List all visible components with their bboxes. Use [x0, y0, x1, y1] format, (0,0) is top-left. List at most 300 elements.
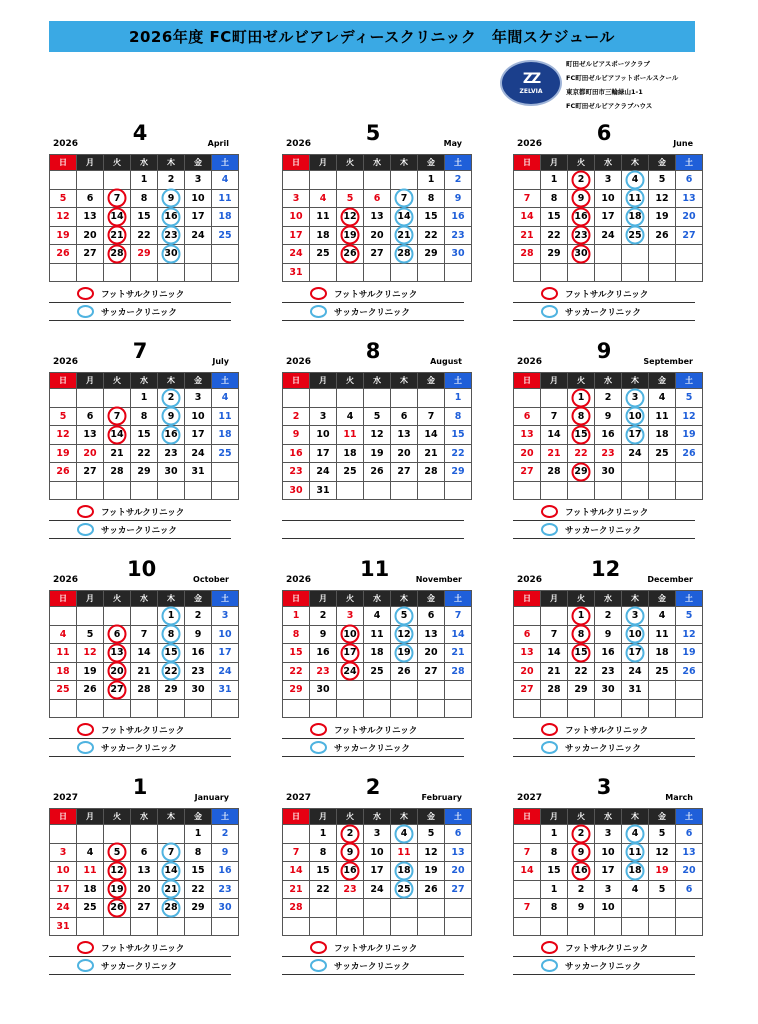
day-cell[interactable]: [445, 607, 472, 626]
day-cell[interactable]: [337, 463, 364, 482]
day-cell[interactable]: [212, 226, 239, 245]
day-cell[interactable]: [649, 226, 676, 245]
day-cell[interactable]: [541, 899, 568, 918]
day-cell[interactable]: [364, 880, 391, 899]
day-cell[interactable]: [50, 862, 77, 881]
day-cell[interactable]: [445, 862, 472, 881]
day-cell[interactable]: [158, 843, 185, 862]
day-cell[interactable]: [364, 862, 391, 881]
day-cell[interactable]: [310, 607, 337, 626]
day-cell[interactable]: [445, 389, 472, 408]
day-cell[interactable]: [676, 880, 703, 899]
day-cell[interactable]: [212, 880, 239, 899]
day-cell[interactable]: [622, 681, 649, 700]
day-cell[interactable]: [418, 644, 445, 663]
day-cell[interactable]: [77, 644, 104, 663]
day-cell[interactable]: [364, 426, 391, 445]
day-cell[interactable]: [595, 825, 622, 844]
day-cell[interactable]: [541, 226, 568, 245]
day-cell[interactable]: [568, 226, 595, 245]
day-cell[interactable]: [158, 899, 185, 918]
day-cell[interactable]: [283, 226, 310, 245]
day-cell[interactable]: [418, 171, 445, 190]
day-cell[interactable]: [568, 662, 595, 681]
day-cell[interactable]: [310, 625, 337, 644]
day-cell[interactable]: [131, 389, 158, 408]
day-cell[interactable]: [104, 899, 131, 918]
day-cell[interactable]: [212, 843, 239, 862]
day-cell[interactable]: [418, 843, 445, 862]
day-cell[interactable]: [622, 825, 649, 844]
day-cell[interactable]: [541, 644, 568, 663]
day-cell[interactable]: [514, 662, 541, 681]
day-cell[interactable]: [50, 681, 77, 700]
day-cell[interactable]: [185, 681, 212, 700]
day-cell[interactable]: [77, 444, 104, 463]
day-cell[interactable]: [50, 662, 77, 681]
day-cell[interactable]: [364, 226, 391, 245]
day-cell[interactable]: [104, 880, 131, 899]
day-cell[interactable]: [50, 189, 77, 208]
day-cell[interactable]: [514, 208, 541, 227]
day-cell[interactable]: [131, 625, 158, 644]
day-cell[interactable]: [310, 245, 337, 264]
day-cell[interactable]: [283, 625, 310, 644]
day-cell[interactable]: [418, 880, 445, 899]
day-cell[interactable]: [568, 825, 595, 844]
day-cell[interactable]: [676, 407, 703, 426]
day-cell[interactable]: [77, 843, 104, 862]
day-cell[interactable]: [104, 463, 131, 482]
day-cell[interactable]: [445, 463, 472, 482]
day-cell[interactable]: [337, 444, 364, 463]
day-cell[interactable]: [514, 245, 541, 264]
day-cell[interactable]: [676, 389, 703, 408]
day-cell[interactable]: [595, 189, 622, 208]
day-cell[interactable]: [445, 625, 472, 644]
day-cell[interactable]: [185, 899, 212, 918]
day-cell[interactable]: [337, 607, 364, 626]
day-cell[interactable]: [310, 226, 337, 245]
day-cell[interactable]: [77, 899, 104, 918]
day-cell[interactable]: [212, 662, 239, 681]
day-cell[interactable]: [649, 389, 676, 408]
day-cell[interactable]: [310, 208, 337, 227]
day-cell[interactable]: [391, 226, 418, 245]
day-cell[interactable]: [514, 226, 541, 245]
day-cell[interactable]: [391, 463, 418, 482]
day-cell[interactable]: [541, 662, 568, 681]
day-cell[interactable]: [77, 880, 104, 899]
day-cell[interactable]: [541, 245, 568, 264]
day-cell[interactable]: [50, 899, 77, 918]
day-cell[interactable]: [391, 189, 418, 208]
day-cell[interactable]: [676, 662, 703, 681]
day-cell[interactable]: [568, 843, 595, 862]
day-cell[interactable]: [185, 407, 212, 426]
day-cell[interactable]: [185, 426, 212, 445]
day-cell[interactable]: [514, 681, 541, 700]
day-cell[interactable]: [283, 662, 310, 681]
day-cell[interactable]: [364, 644, 391, 663]
day-cell[interactable]: [337, 825, 364, 844]
day-cell[interactable]: [418, 189, 445, 208]
day-cell[interactable]: [131, 463, 158, 482]
day-cell[interactable]: [595, 389, 622, 408]
day-cell[interactable]: [104, 662, 131, 681]
day-cell[interactable]: [310, 644, 337, 663]
day-cell[interactable]: [364, 444, 391, 463]
day-cell[interactable]: [391, 880, 418, 899]
day-cell[interactable]: [595, 880, 622, 899]
day-cell[interactable]: [131, 880, 158, 899]
day-cell[interactable]: [649, 208, 676, 227]
day-cell[interactable]: [568, 208, 595, 227]
day-cell[interactable]: [77, 426, 104, 445]
day-cell[interactable]: [445, 825, 472, 844]
day-cell[interactable]: [283, 407, 310, 426]
day-cell[interactable]: [158, 444, 185, 463]
day-cell[interactable]: [622, 625, 649, 644]
day-cell[interactable]: [185, 463, 212, 482]
day-cell[interactable]: [310, 862, 337, 881]
day-cell[interactable]: [622, 880, 649, 899]
day-cell[interactable]: [568, 463, 595, 482]
day-cell[interactable]: [158, 625, 185, 644]
day-cell[interactable]: [418, 444, 445, 463]
day-cell[interactable]: [649, 407, 676, 426]
day-cell[interactable]: [445, 407, 472, 426]
day-cell[interactable]: [622, 226, 649, 245]
day-cell[interactable]: [649, 825, 676, 844]
day-cell[interactable]: [283, 208, 310, 227]
day-cell[interactable]: [50, 625, 77, 644]
day-cell[interactable]: [445, 444, 472, 463]
day-cell[interactable]: [568, 899, 595, 918]
day-cell[interactable]: [50, 843, 77, 862]
day-cell[interactable]: [158, 644, 185, 663]
day-cell[interactable]: [622, 662, 649, 681]
day-cell[interactable]: [77, 407, 104, 426]
day-cell[interactable]: [595, 463, 622, 482]
day-cell[interactable]: [418, 825, 445, 844]
day-cell[interactable]: [595, 426, 622, 445]
day-cell[interactable]: [158, 389, 185, 408]
day-cell[interactable]: [622, 862, 649, 881]
day-cell[interactable]: [541, 862, 568, 881]
day-cell[interactable]: [418, 607, 445, 626]
day-cell[interactable]: [568, 607, 595, 626]
day-cell[interactable]: [418, 625, 445, 644]
day-cell[interactable]: [649, 607, 676, 626]
day-cell[interactable]: [77, 681, 104, 700]
day-cell[interactable]: [676, 625, 703, 644]
day-cell[interactable]: [104, 625, 131, 644]
day-cell[interactable]: [445, 843, 472, 862]
day-cell[interactable]: [158, 426, 185, 445]
day-cell[interactable]: [514, 862, 541, 881]
day-cell[interactable]: [283, 607, 310, 626]
day-cell[interactable]: [418, 226, 445, 245]
day-cell[interactable]: [595, 843, 622, 862]
day-cell[interactable]: [649, 444, 676, 463]
day-cell[interactable]: [676, 426, 703, 445]
day-cell[interactable]: [337, 862, 364, 881]
day-cell[interactable]: [568, 625, 595, 644]
day-cell[interactable]: [514, 407, 541, 426]
day-cell[interactable]: [418, 463, 445, 482]
day-cell[interactable]: [104, 862, 131, 881]
day-cell[interactable]: [77, 862, 104, 881]
day-cell[interactable]: [418, 662, 445, 681]
day-cell[interactable]: [283, 644, 310, 663]
day-cell[interactable]: [418, 862, 445, 881]
day-cell[interactable]: [337, 407, 364, 426]
day-cell[interactable]: [445, 171, 472, 190]
day-cell[interactable]: [185, 607, 212, 626]
day-cell[interactable]: [568, 389, 595, 408]
day-cell[interactable]: [541, 444, 568, 463]
day-cell[interactable]: [541, 825, 568, 844]
day-cell[interactable]: [185, 862, 212, 881]
day-cell[interactable]: [676, 189, 703, 208]
day-cell[interactable]: [445, 644, 472, 663]
day-cell[interactable]: [514, 843, 541, 862]
day-cell[interactable]: [676, 171, 703, 190]
day-cell[interactable]: [131, 681, 158, 700]
day-cell[interactable]: [676, 208, 703, 227]
day-cell[interactable]: [131, 245, 158, 264]
day-cell[interactable]: [622, 843, 649, 862]
day-cell[interactable]: [391, 843, 418, 862]
day-cell[interactable]: [364, 407, 391, 426]
day-cell[interactable]: [418, 407, 445, 426]
day-cell[interactable]: [595, 899, 622, 918]
day-cell[interactable]: [514, 625, 541, 644]
day-cell[interactable]: [364, 607, 391, 626]
day-cell[interactable]: [212, 607, 239, 626]
day-cell[interactable]: [212, 625, 239, 644]
day-cell[interactable]: [310, 426, 337, 445]
day-cell[interactable]: [131, 426, 158, 445]
day-cell[interactable]: [212, 407, 239, 426]
day-cell[interactable]: [104, 681, 131, 700]
day-cell[interactable]: [158, 245, 185, 264]
day-cell[interactable]: [676, 607, 703, 626]
day-cell[interactable]: [445, 226, 472, 245]
day-cell[interactable]: [418, 208, 445, 227]
day-cell[interactable]: [595, 171, 622, 190]
day-cell[interactable]: [283, 444, 310, 463]
day-cell[interactable]: [185, 189, 212, 208]
day-cell[interactable]: [622, 407, 649, 426]
day-cell[interactable]: [568, 245, 595, 264]
day-cell[interactable]: [50, 208, 77, 227]
day-cell[interactable]: [310, 481, 337, 500]
day-cell[interactable]: [185, 625, 212, 644]
day-cell[interactable]: [568, 426, 595, 445]
day-cell[interactable]: [541, 843, 568, 862]
day-cell[interactable]: [212, 862, 239, 881]
day-cell[interactable]: [283, 899, 310, 918]
day-cell[interactable]: [514, 463, 541, 482]
day-cell[interactable]: [131, 862, 158, 881]
day-cell[interactable]: [212, 644, 239, 663]
day-cell[interactable]: [649, 625, 676, 644]
day-cell[interactable]: [337, 226, 364, 245]
day-cell[interactable]: [337, 843, 364, 862]
day-cell[interactable]: [50, 644, 77, 663]
day-cell[interactable]: [158, 171, 185, 190]
day-cell[interactable]: [104, 226, 131, 245]
day-cell[interactable]: [364, 245, 391, 264]
day-cell[interactable]: [310, 407, 337, 426]
day-cell[interactable]: [391, 825, 418, 844]
day-cell[interactable]: [50, 444, 77, 463]
day-cell[interactable]: [541, 171, 568, 190]
day-cell[interactable]: [185, 226, 212, 245]
day-cell[interactable]: [595, 862, 622, 881]
day-cell[interactable]: [364, 662, 391, 681]
day-cell[interactable]: [391, 208, 418, 227]
day-cell[interactable]: [104, 407, 131, 426]
day-cell[interactable]: [77, 226, 104, 245]
day-cell[interactable]: [445, 208, 472, 227]
day-cell[interactable]: [158, 862, 185, 881]
day-cell[interactable]: [283, 481, 310, 500]
day-cell[interactable]: [568, 171, 595, 190]
day-cell[interactable]: [676, 226, 703, 245]
day-cell[interactable]: [364, 825, 391, 844]
day-cell[interactable]: [283, 189, 310, 208]
day-cell[interactable]: [622, 444, 649, 463]
day-cell[interactable]: [391, 625, 418, 644]
day-cell[interactable]: [158, 880, 185, 899]
day-cell[interactable]: [676, 444, 703, 463]
day-cell[interactable]: [158, 662, 185, 681]
day-cell[interactable]: [185, 171, 212, 190]
day-cell[interactable]: [514, 644, 541, 663]
day-cell[interactable]: [158, 189, 185, 208]
day-cell[interactable]: [541, 189, 568, 208]
day-cell[interactable]: [649, 880, 676, 899]
day-cell[interactable]: [445, 426, 472, 445]
day-cell[interactable]: [158, 463, 185, 482]
day-cell[interactable]: [391, 862, 418, 881]
day-cell[interactable]: [595, 644, 622, 663]
day-cell[interactable]: [131, 208, 158, 227]
day-cell[interactable]: [50, 917, 77, 936]
day-cell[interactable]: [104, 843, 131, 862]
day-cell[interactable]: [337, 880, 364, 899]
day-cell[interactable]: [418, 245, 445, 264]
day-cell[interactable]: [131, 226, 158, 245]
day-cell[interactable]: [283, 681, 310, 700]
day-cell[interactable]: [212, 825, 239, 844]
day-cell[interactable]: [541, 625, 568, 644]
day-cell[interactable]: [391, 607, 418, 626]
day-cell[interactable]: [104, 245, 131, 264]
day-cell[interactable]: [131, 171, 158, 190]
day-cell[interactable]: [445, 880, 472, 899]
day-cell[interactable]: [77, 189, 104, 208]
day-cell[interactable]: [310, 843, 337, 862]
day-cell[interactable]: [649, 862, 676, 881]
day-cell[interactable]: [104, 426, 131, 445]
day-cell[interactable]: [310, 825, 337, 844]
day-cell[interactable]: [283, 263, 310, 282]
day-cell[interactable]: [185, 389, 212, 408]
day-cell[interactable]: [568, 644, 595, 663]
day-cell[interactable]: [514, 899, 541, 918]
day-cell[interactable]: [310, 880, 337, 899]
day-cell[interactable]: [131, 899, 158, 918]
day-cell[interactable]: [445, 245, 472, 264]
day-cell[interactable]: [212, 444, 239, 463]
day-cell[interactable]: [212, 899, 239, 918]
day-cell[interactable]: [364, 843, 391, 862]
day-cell[interactable]: [595, 208, 622, 227]
day-cell[interactable]: [595, 625, 622, 644]
day-cell[interactable]: [337, 426, 364, 445]
day-cell[interactable]: [541, 426, 568, 445]
day-cell[interactable]: [364, 189, 391, 208]
day-cell[interactable]: [337, 208, 364, 227]
day-cell[interactable]: [568, 681, 595, 700]
day-cell[interactable]: [568, 862, 595, 881]
day-cell[interactable]: [212, 171, 239, 190]
day-cell[interactable]: [622, 208, 649, 227]
day-cell[interactable]: [283, 245, 310, 264]
day-cell[interactable]: [622, 171, 649, 190]
day-cell[interactable]: [445, 189, 472, 208]
day-cell[interactable]: [514, 426, 541, 445]
day-cell[interactable]: [158, 208, 185, 227]
day-cell[interactable]: [158, 226, 185, 245]
day-cell[interactable]: [595, 607, 622, 626]
day-cell[interactable]: [622, 426, 649, 445]
day-cell[interactable]: [212, 389, 239, 408]
day-cell[interactable]: [364, 463, 391, 482]
day-cell[interactable]: [541, 681, 568, 700]
day-cell[interactable]: [595, 226, 622, 245]
day-cell[interactable]: [185, 825, 212, 844]
day-cell[interactable]: [104, 208, 131, 227]
day-cell[interactable]: [541, 208, 568, 227]
day-cell[interactable]: [283, 463, 310, 482]
day-cell[interactable]: [283, 843, 310, 862]
day-cell[interactable]: [283, 862, 310, 881]
day-cell[interactable]: [595, 662, 622, 681]
day-cell[interactable]: [595, 681, 622, 700]
day-cell[interactable]: [131, 407, 158, 426]
day-cell[interactable]: [77, 662, 104, 681]
day-cell[interactable]: [622, 644, 649, 663]
day-cell[interactable]: [212, 426, 239, 445]
day-cell[interactable]: [337, 644, 364, 663]
day-cell[interactable]: [310, 189, 337, 208]
day-cell[interactable]: [541, 407, 568, 426]
day-cell[interactable]: [514, 444, 541, 463]
day-cell[interactable]: [50, 226, 77, 245]
day-cell[interactable]: [50, 245, 77, 264]
day-cell[interactable]: [185, 843, 212, 862]
day-cell[interactable]: [77, 625, 104, 644]
day-cell[interactable]: [391, 407, 418, 426]
day-cell[interactable]: [391, 444, 418, 463]
day-cell[interactable]: [50, 880, 77, 899]
day-cell[interactable]: [77, 463, 104, 482]
